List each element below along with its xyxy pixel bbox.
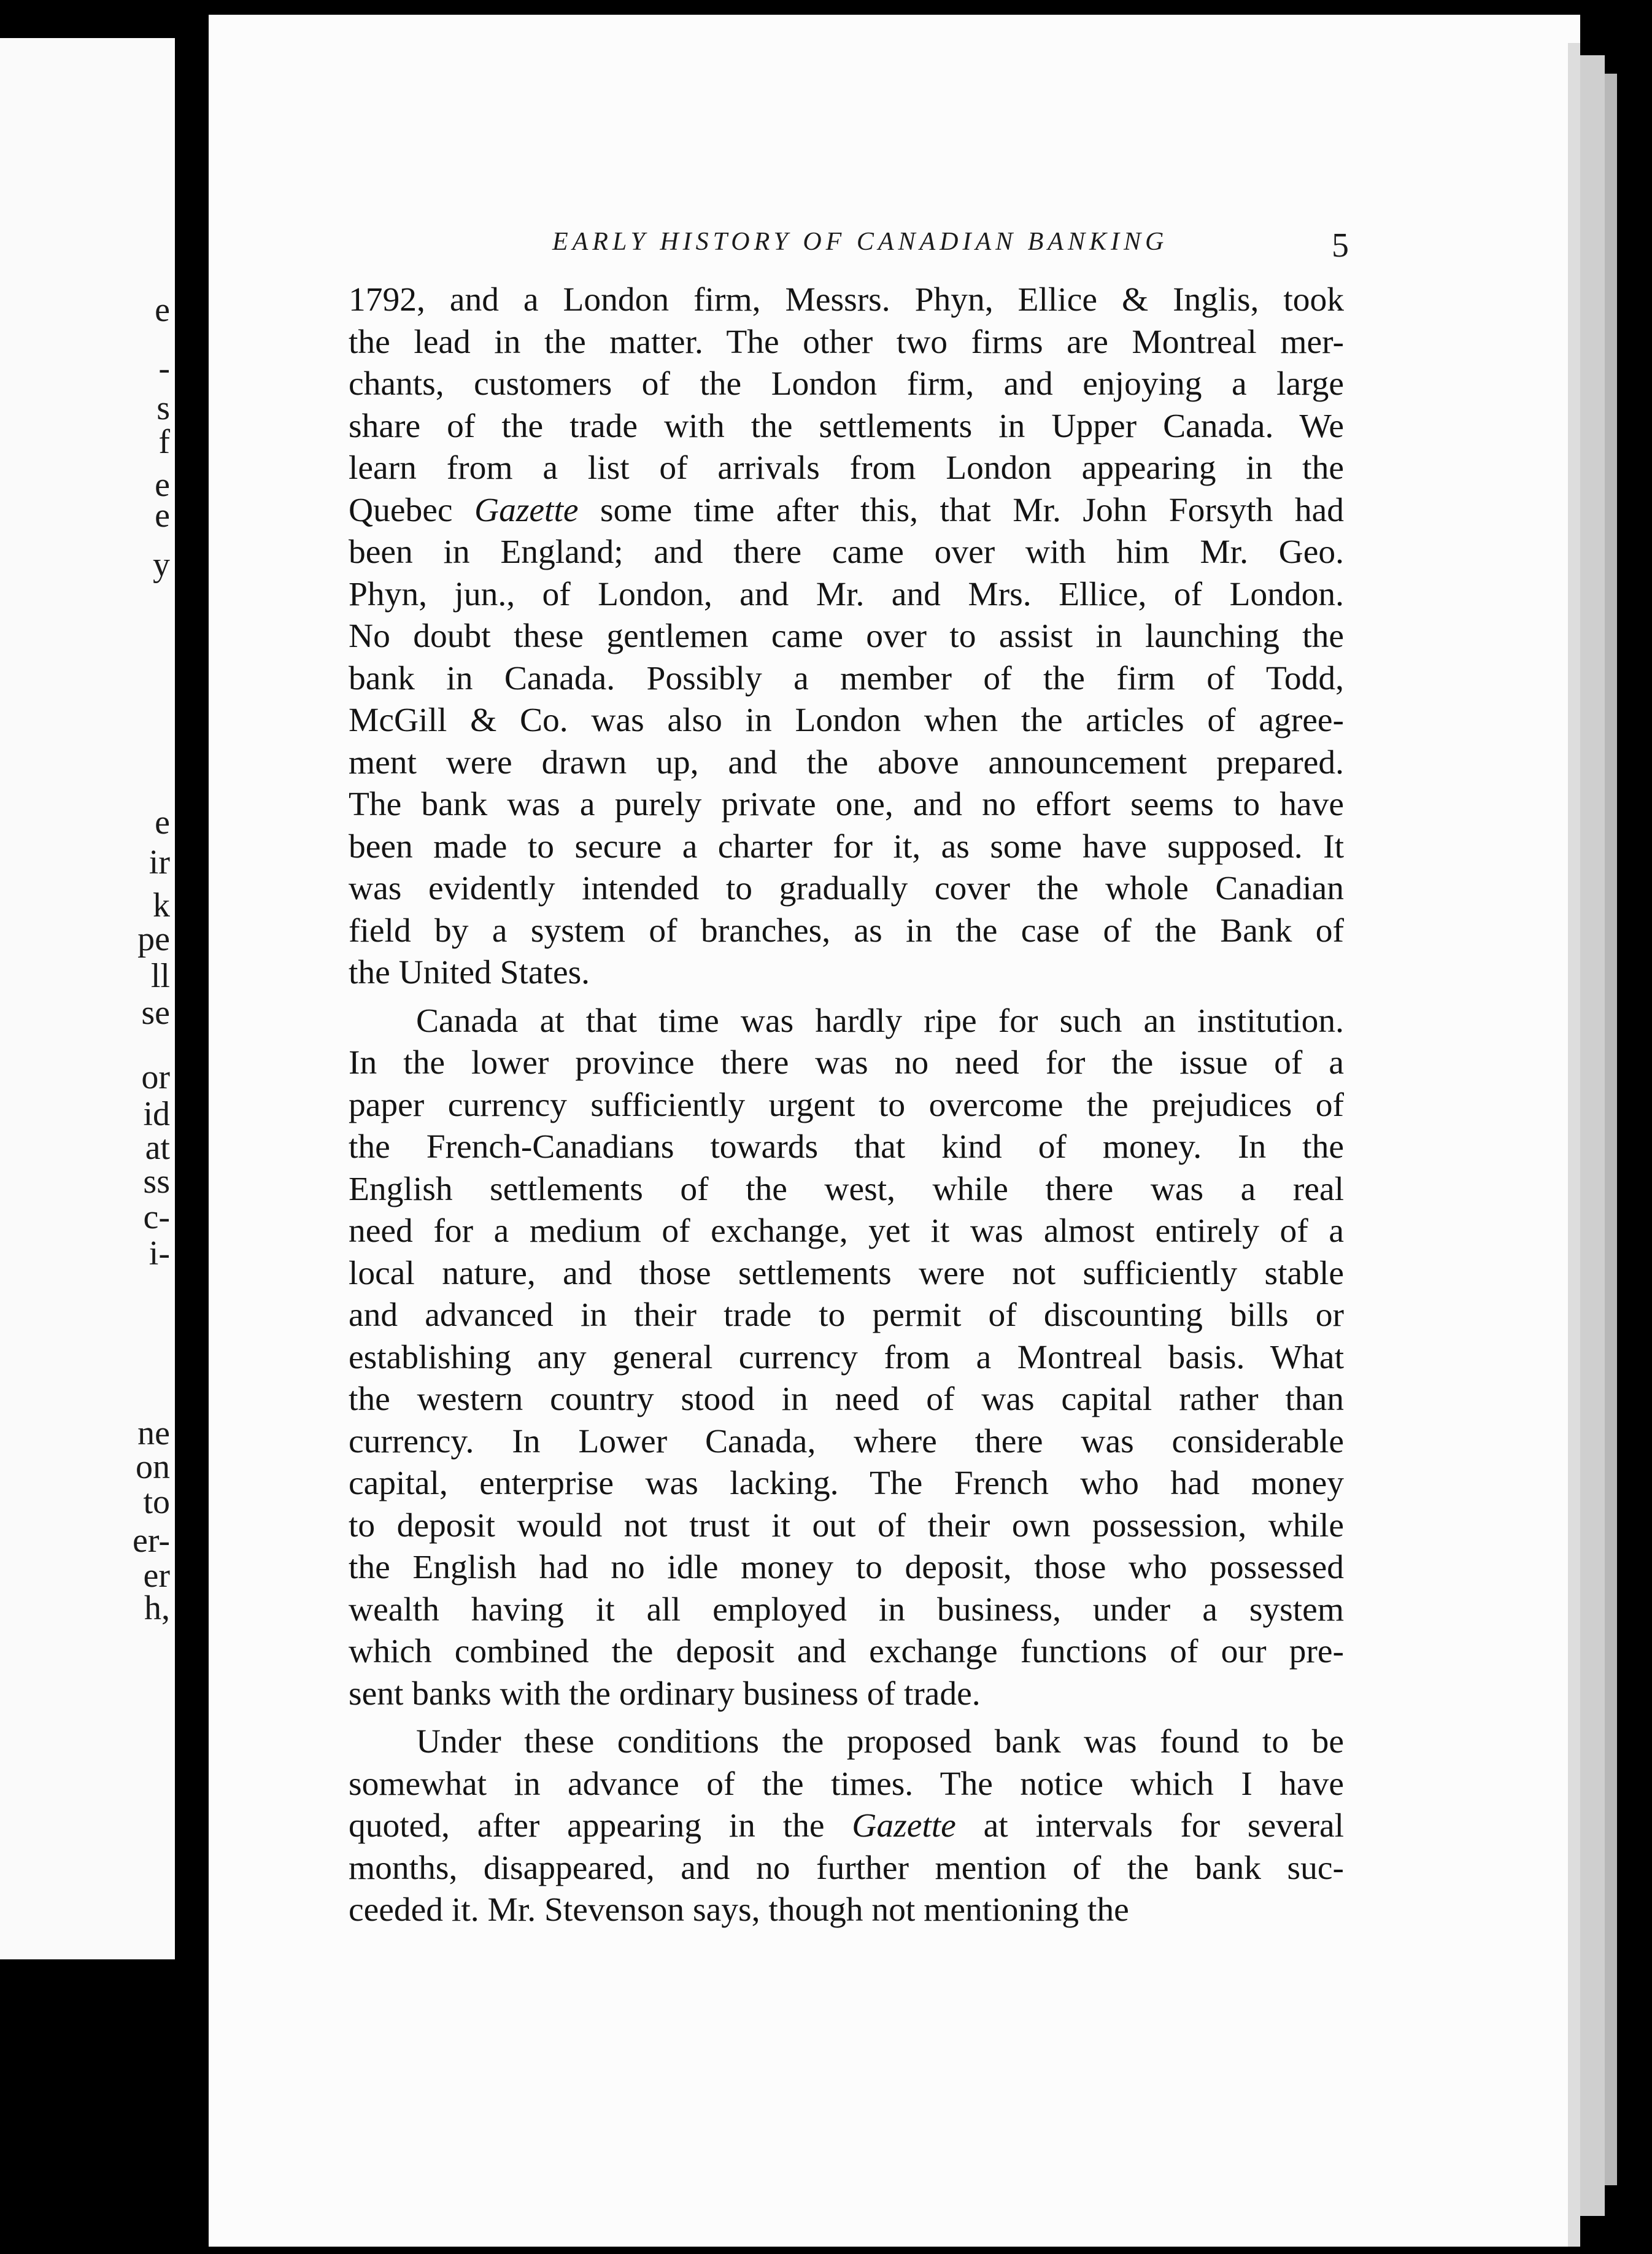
facing-page-text-fragments	[0, 38, 175, 1959]
text-line: share of the trade with the settlements in Upper Canada. We	[349, 407, 1344, 445]
text-line: the lead in the matter. The other two firms are Montreal mer-	[349, 323, 1344, 361]
facing-page-fragment: h,	[144, 1589, 170, 1627]
text-line: establishing any general currency from a Montreal basis. What	[349, 1338, 1344, 1376]
facing-page-fragment: se	[141, 994, 170, 1032]
text-line: local nature, and those settlements were not sufficiently stable	[349, 1254, 1344, 1292]
body-text	[349, 279, 1344, 1932]
text-line	[349, 490, 1344, 532]
italic-title: Gazette	[474, 491, 579, 529]
text-line: Canada at that time was hardly ripe for such an institution.	[416, 1002, 1344, 1040]
text-line: to deposit would not trust it out of their own possession, while	[349, 1506, 1344, 1544]
text-line: Under these conditions the proposed bank was found to be	[416, 1723, 1344, 1760]
facing-page-fragment: er-	[132, 1522, 170, 1560]
text-line: ment were drawn up, and the above announcement prepared.	[349, 743, 1344, 781]
facing-page-fragment: y	[153, 546, 170, 584]
text-line	[349, 1805, 1344, 1848]
text-line: need for a medium of exchange, yet it was almost entirely of a	[349, 1212, 1344, 1250]
facing-page-fragment: at	[145, 1129, 170, 1167]
text-line: months, disappeared, and no further mention of the bank suc-	[349, 1849, 1344, 1887]
facing-page-fragment: i-	[149, 1234, 170, 1272]
facing-page-fragment: e	[155, 804, 170, 842]
text-line: ceeded it. Mr. Stevenson says, though not mentioning the	[349, 1891, 1129, 1929]
facing-page-left	[0, 38, 175, 1959]
facing-page-fragment: ir	[149, 843, 170, 881]
text-line: learn from a list of arrivals from London appearing in the	[349, 449, 1344, 487]
text-line: McGill & Co. was also in London when the articles of agree-	[349, 702, 1344, 739]
text-line: paper currency sufficiently urgent to overcome the prejudices of	[349, 1086, 1344, 1124]
text-run: some time after this, that Mr. John Forsyth had	[578, 491, 1344, 529]
text-line: the English had no idle money to deposit, those who possessed	[349, 1549, 1344, 1586]
text-line: chants, customers of the London firm, and enjoying a large	[349, 365, 1344, 403]
facing-page-fragment: f	[158, 423, 170, 461]
text-run: Quebec	[349, 491, 474, 529]
italic-title: Gazette	[852, 1807, 956, 1845]
text-line: was evidently intended to gradually cover the whole Canadian	[349, 870, 1344, 907]
facing-page-fragment: ne	[137, 1414, 170, 1452]
text-line: The bank was a purely private one, and no effort seems to have	[349, 786, 1344, 823]
facing-page-fragment: c-	[143, 1198, 170, 1236]
running-head: EARLY HISTORY OF CANADIAN BANKING	[552, 228, 1168, 256]
text-line: been made to secure a charter for it, as some have supposed. It	[349, 827, 1344, 866]
facing-page-fragment: ll	[150, 957, 170, 995]
page-edge	[1568, 43, 1580, 2247]
facing-page-fragment: -	[158, 349, 170, 387]
facing-page-fragment: on	[136, 1448, 170, 1486]
text-line: which combined the deposit and exchange functions of our pre-	[349, 1633, 1344, 1670]
paragraph	[349, 279, 1344, 994]
facing-page-fragment: pe	[137, 920, 170, 958]
facing-page-fragment: s	[156, 389, 170, 427]
page-edge-shadow	[1580, 55, 1605, 2216]
text-line: field by a system of branches, as in the case of the Bank of	[349, 912, 1344, 950]
text-line: the French-Canadians towards that kind of money. In the	[349, 1128, 1344, 1166]
facing-page-fragment: er	[143, 1557, 170, 1595]
text-run: at intervals for several	[955, 1807, 1344, 1845]
facing-page-fragment: ss	[143, 1163, 170, 1201]
text-run: quoted, after appearing in the	[349, 1807, 852, 1845]
text-line: currency. In Lower Canada, where there was considerable	[349, 1422, 1344, 1460]
text-line: the United States.	[349, 954, 590, 991]
facing-page-fragment: e	[155, 466, 170, 504]
facing-page-fragment: e	[155, 497, 170, 535]
paragraph	[349, 1721, 1344, 1932]
text-line: the western country stood in need of was capital rather than	[349, 1381, 1344, 1418]
page-header	[344, 215, 1349, 276]
text-line: English settlements of the west, while there was a real	[349, 1170, 1344, 1208]
text-line: In the lower province there was no need for the issue of a	[349, 1044, 1344, 1082]
text-line: capital, enterprise was lacking. The French who had money	[349, 1465, 1344, 1502]
page-number: 5	[1332, 227, 1349, 265]
text-line: bank in Canada. Possibly a member of the firm of Todd,	[349, 659, 1344, 697]
page-edge-shadow	[1605, 74, 1617, 2185]
text-line: No doubt these gentlemen came over to assist in launching the	[349, 618, 1344, 655]
facing-page-fragment: to	[143, 1483, 170, 1521]
facing-page-fragment: or	[141, 1058, 170, 1096]
text-line: Phyn, jun., of London, and Mr. and Mrs. Ellice, of London.	[349, 575, 1344, 613]
facing-page-fragment: k	[153, 886, 170, 924]
text-line: been in England; and there came over with him Mr. Geo.	[349, 533, 1344, 571]
facing-page-fragment: id	[143, 1095, 170, 1133]
paragraph	[349, 1001, 1344, 1716]
text-line: wealth having it all employed in business, under a system	[349, 1590, 1344, 1629]
text-line: 1792, and a London firm, Messrs. Phyn, Ellice & Inglis, took	[349, 281, 1344, 319]
facing-page-fragment: e	[155, 291, 170, 329]
text-line: somewhat in advance of the times. The notice which I have	[349, 1765, 1344, 1803]
text-line: sent banks with the ordinary business of trade.	[349, 1675, 981, 1713]
text-line: and advanced in their trade to permit of discounting bills or	[349, 1296, 1344, 1334]
